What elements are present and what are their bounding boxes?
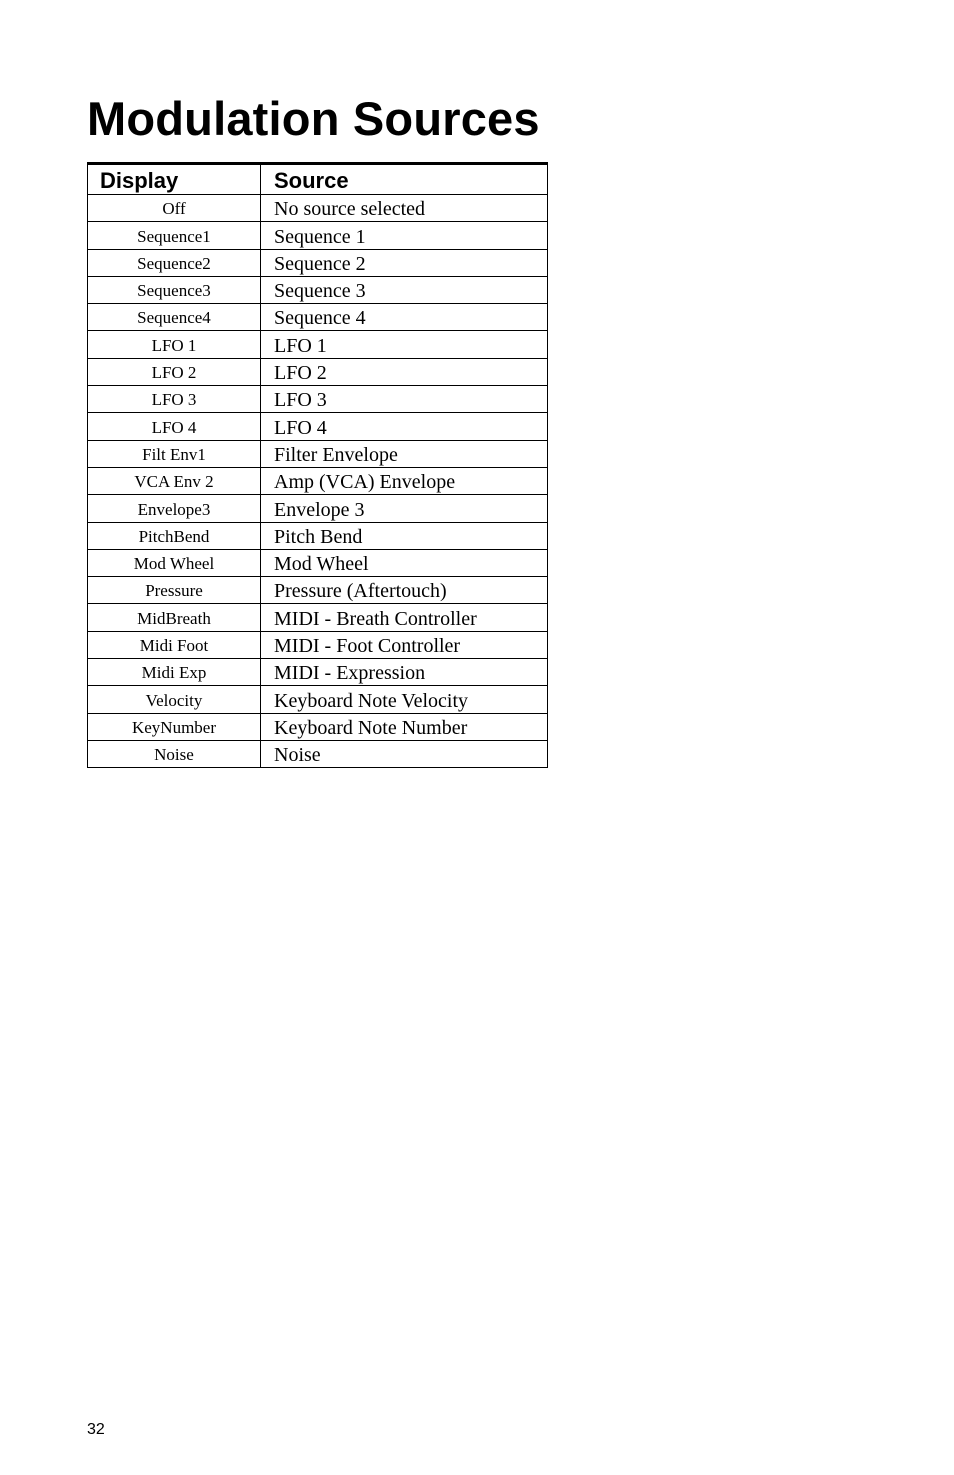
table-row xyxy=(88,222,548,249)
source-cell: Amp (VCA) Envelope xyxy=(261,467,548,494)
display-cell: Sequence1 xyxy=(88,222,261,249)
table-row xyxy=(88,413,548,440)
source-cell: Filter Envelope xyxy=(261,440,548,467)
source-cell: Keyboard Note Velocity xyxy=(261,686,548,713)
table-row xyxy=(88,549,548,576)
display-cell: PitchBend xyxy=(88,522,261,549)
source-cell: Pitch Bend xyxy=(261,522,548,549)
source-cell: Pressure (Aftertouch) xyxy=(261,577,548,604)
table-row xyxy=(88,659,548,686)
page-title: Modulation Sources xyxy=(87,92,540,145)
modulation-sources-table xyxy=(87,162,548,768)
table-row xyxy=(88,195,548,222)
column-header-display: Display xyxy=(88,164,261,195)
display-cell: LFO 1 xyxy=(88,331,261,358)
table-row xyxy=(88,386,548,413)
source-cell: Sequence 2 xyxy=(261,249,548,276)
table-row xyxy=(88,631,548,658)
source-cell: No source selected xyxy=(261,195,548,222)
table-row xyxy=(88,440,548,467)
source-cell: LFO 1 xyxy=(261,331,548,358)
table-header-row xyxy=(88,164,548,195)
table-row xyxy=(88,604,548,631)
source-cell: LFO 3 xyxy=(261,386,548,413)
source-cell: LFO 4 xyxy=(261,413,548,440)
source-cell: Sequence 4 xyxy=(261,304,548,331)
display-cell: Noise xyxy=(88,740,261,767)
display-cell: Midi Exp xyxy=(88,659,261,686)
display-cell: Sequence2 xyxy=(88,249,261,276)
display-cell: Envelope3 xyxy=(88,495,261,522)
source-cell: Sequence 3 xyxy=(261,276,548,303)
source-cell: Sequence 1 xyxy=(261,222,548,249)
table-row xyxy=(88,740,548,767)
table-row xyxy=(88,495,548,522)
column-header-source: Source xyxy=(261,164,548,195)
source-cell: Envelope 3 xyxy=(261,495,548,522)
display-cell: Pressure xyxy=(88,577,261,604)
table-row xyxy=(88,331,548,358)
table-row xyxy=(88,713,548,740)
display-cell: Velocity xyxy=(88,686,261,713)
table-row xyxy=(88,467,548,494)
display-cell: Sequence3 xyxy=(88,276,261,303)
display-cell: LFO 3 xyxy=(88,386,261,413)
source-cell: MIDI - Breath Controller xyxy=(261,604,548,631)
display-cell: Midi Foot xyxy=(88,631,261,658)
table-row xyxy=(88,358,548,385)
display-cell: KeyNumber xyxy=(88,713,261,740)
display-cell: Filt Env1 xyxy=(88,440,261,467)
display-cell: Off xyxy=(88,195,261,222)
source-cell: Keyboard Note Number xyxy=(261,713,548,740)
table-row xyxy=(88,522,548,549)
table-row xyxy=(88,686,548,713)
display-cell: LFO 2 xyxy=(88,358,261,385)
table-row xyxy=(88,276,548,303)
source-cell: Mod Wheel xyxy=(261,549,548,576)
source-cell: Noise xyxy=(261,740,548,767)
source-cell: MIDI - Foot Controller xyxy=(261,631,548,658)
display-cell: Sequence4 xyxy=(88,304,261,331)
source-cell: MIDI - Expression xyxy=(261,659,548,686)
source-cell: LFO 2 xyxy=(261,358,548,385)
table-row xyxy=(88,577,548,604)
display-cell: LFO 4 xyxy=(88,413,261,440)
page-number: 32 xyxy=(87,1421,105,1438)
display-cell: Mod Wheel xyxy=(88,549,261,576)
table-row xyxy=(88,304,548,331)
display-cell: VCA Env 2 xyxy=(88,467,261,494)
display-cell: MidBreath xyxy=(88,604,261,631)
table-row xyxy=(88,249,548,276)
